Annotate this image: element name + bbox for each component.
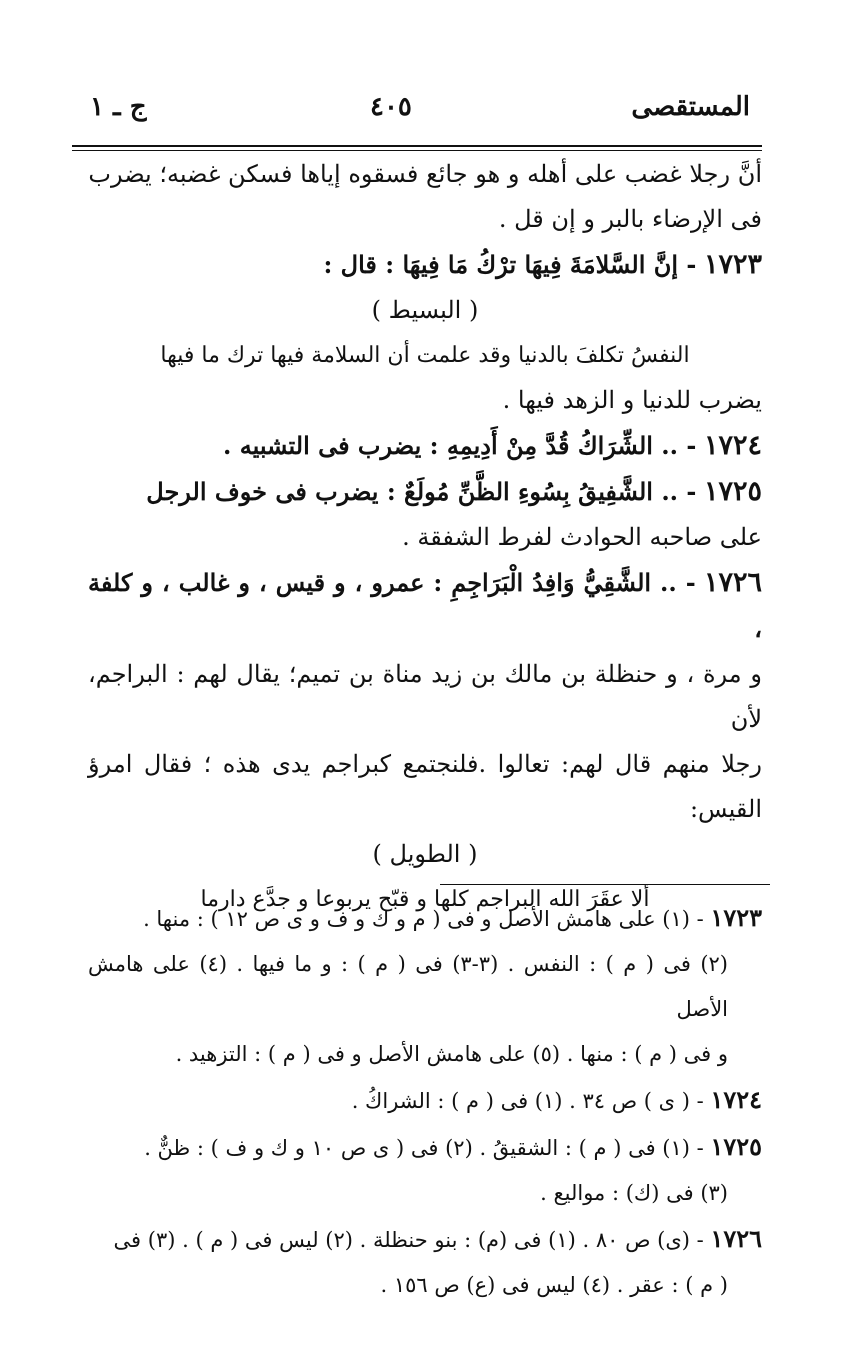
meter-label: ( الطويل ) [372,840,478,868]
verse-line: ألا عقَرَ الله البراجم كلها و قبّح يربوعا و جدَّع دارما [200,887,650,912]
entry-1724 [88,423,762,469]
footnotes [88,895,762,1308]
text-line: يضرب للدنيا و الزهد فيها . [502,386,762,414]
footnote-number: ١٧٢٤ [710,1085,762,1114]
text-line: على صاحبه الحوادث لفرط الشفقة . [402,523,762,551]
entry-1726 [88,560,762,652]
footnote-number: ١٧٢٥ [710,1132,762,1161]
footnote-text: (٣) فى (ك) : مواليع . [540,1181,728,1205]
entry-1725 [88,469,762,515]
footnote-text: و فى ( م ) : منها . (٥) على هامش الأصل و فى ( م ) : التزهيد . [175,1042,728,1066]
verse-line: النفسُ تكلفَ بالدنيا وقد علمت أن السلامة فيها ترك ما فيها [160,343,690,368]
text-line: و مرة ، و حنظلة بن مالك بن زيد مناة بن تميم؛ يقال لهم : البراجم، لأن [88,660,762,733]
footnote-1725 [88,1124,762,1171]
footnote-text: (٢) فى ( م ) : النفس . (٣-٣) فى ( م ) : و ما فيها . (٤) على هامش الأصل [88,952,728,1021]
proverb-text: - .. الشَّقِيُّ وَافِدُ الْبَرَاجِمِ : عمرو ، و قيس ، و غالب ، و كلفة ، [88,568,762,643]
entry-number: ١٧٢٥ [703,476,762,507]
text-line: رجلا منهم قال لهم: تعالوا .فلنجتمع كبراجم يدى هذه ؛ فقال امرؤ القيس: [88,750,762,823]
book-title: المستقصى [631,92,750,122]
page-number: ٤٠٥ [370,92,412,122]
entry-number: ١٧٢٤ [703,430,762,461]
proverb-text: - .. الشِّرَاكُ قُدَّ مِنْ أَدِيمِهِ : يضرب فى التشبيه . [223,431,697,460]
footnote-text: - ( ى ) ص ٣٤ . (١) فى ( م ) : الشراكُ . [351,1089,704,1113]
text-line: أنَّ رجلا غضب على أهله و هو جائع فسقوه إياها فسكن غضبه؛ يضرب [88,160,762,188]
proverb-text: - إنَّ السَّلامَةَ فِيهَا ترْكُ مَا فِيهَا : قال : [323,250,697,279]
footnote-text: - (ى) ص ٨٠ . (١) فى (م) : بنو حنظلة . (٢) ليس فى ( م ) . (٣) فى [113,1228,704,1252]
entry-number: ١٧٢٣ [703,249,762,280]
footnote-rule [440,884,770,885]
footnote-number: ١٧٢٦ [710,1224,762,1253]
header-rule [72,145,762,151]
entry-number: ١٧٢٦ [703,567,762,598]
proverb-text: - .. الشَّفِيقُ بِسُوءِ الظَّنِّ مُولَعٌ : يضرب فى خوف الرجل [146,477,697,506]
footnote-1724 [88,1077,762,1124]
footnote-1723 [88,895,762,942]
meter-label: ( البسيط ) [371,296,479,324]
footnote-text: - (١) فى ( م ) : الشقيقُ . (٢) فى ( ى ص ١٠ و ك و ف ) : ظنٌّ . [144,1136,704,1160]
footnote-1726 [88,1216,762,1263]
volume-label: ج ـ ١ [90,92,147,122]
running-header [90,92,750,132]
entry-1723 [88,242,762,288]
footnote-text: - (١) على هامش الأصل و فى ( م و ك و ف و ى ص ١٢ ) : منها . [143,907,704,931]
text-line: فى الإرضاء بالبر و إن قل . [498,205,762,233]
footnote-number: ١٧٢٣ [710,903,762,932]
footnote-text: ( م ) : عقر . (٤) ليس فى (ع) ص ١٥٦ . [380,1273,728,1297]
main-text [88,152,762,922]
